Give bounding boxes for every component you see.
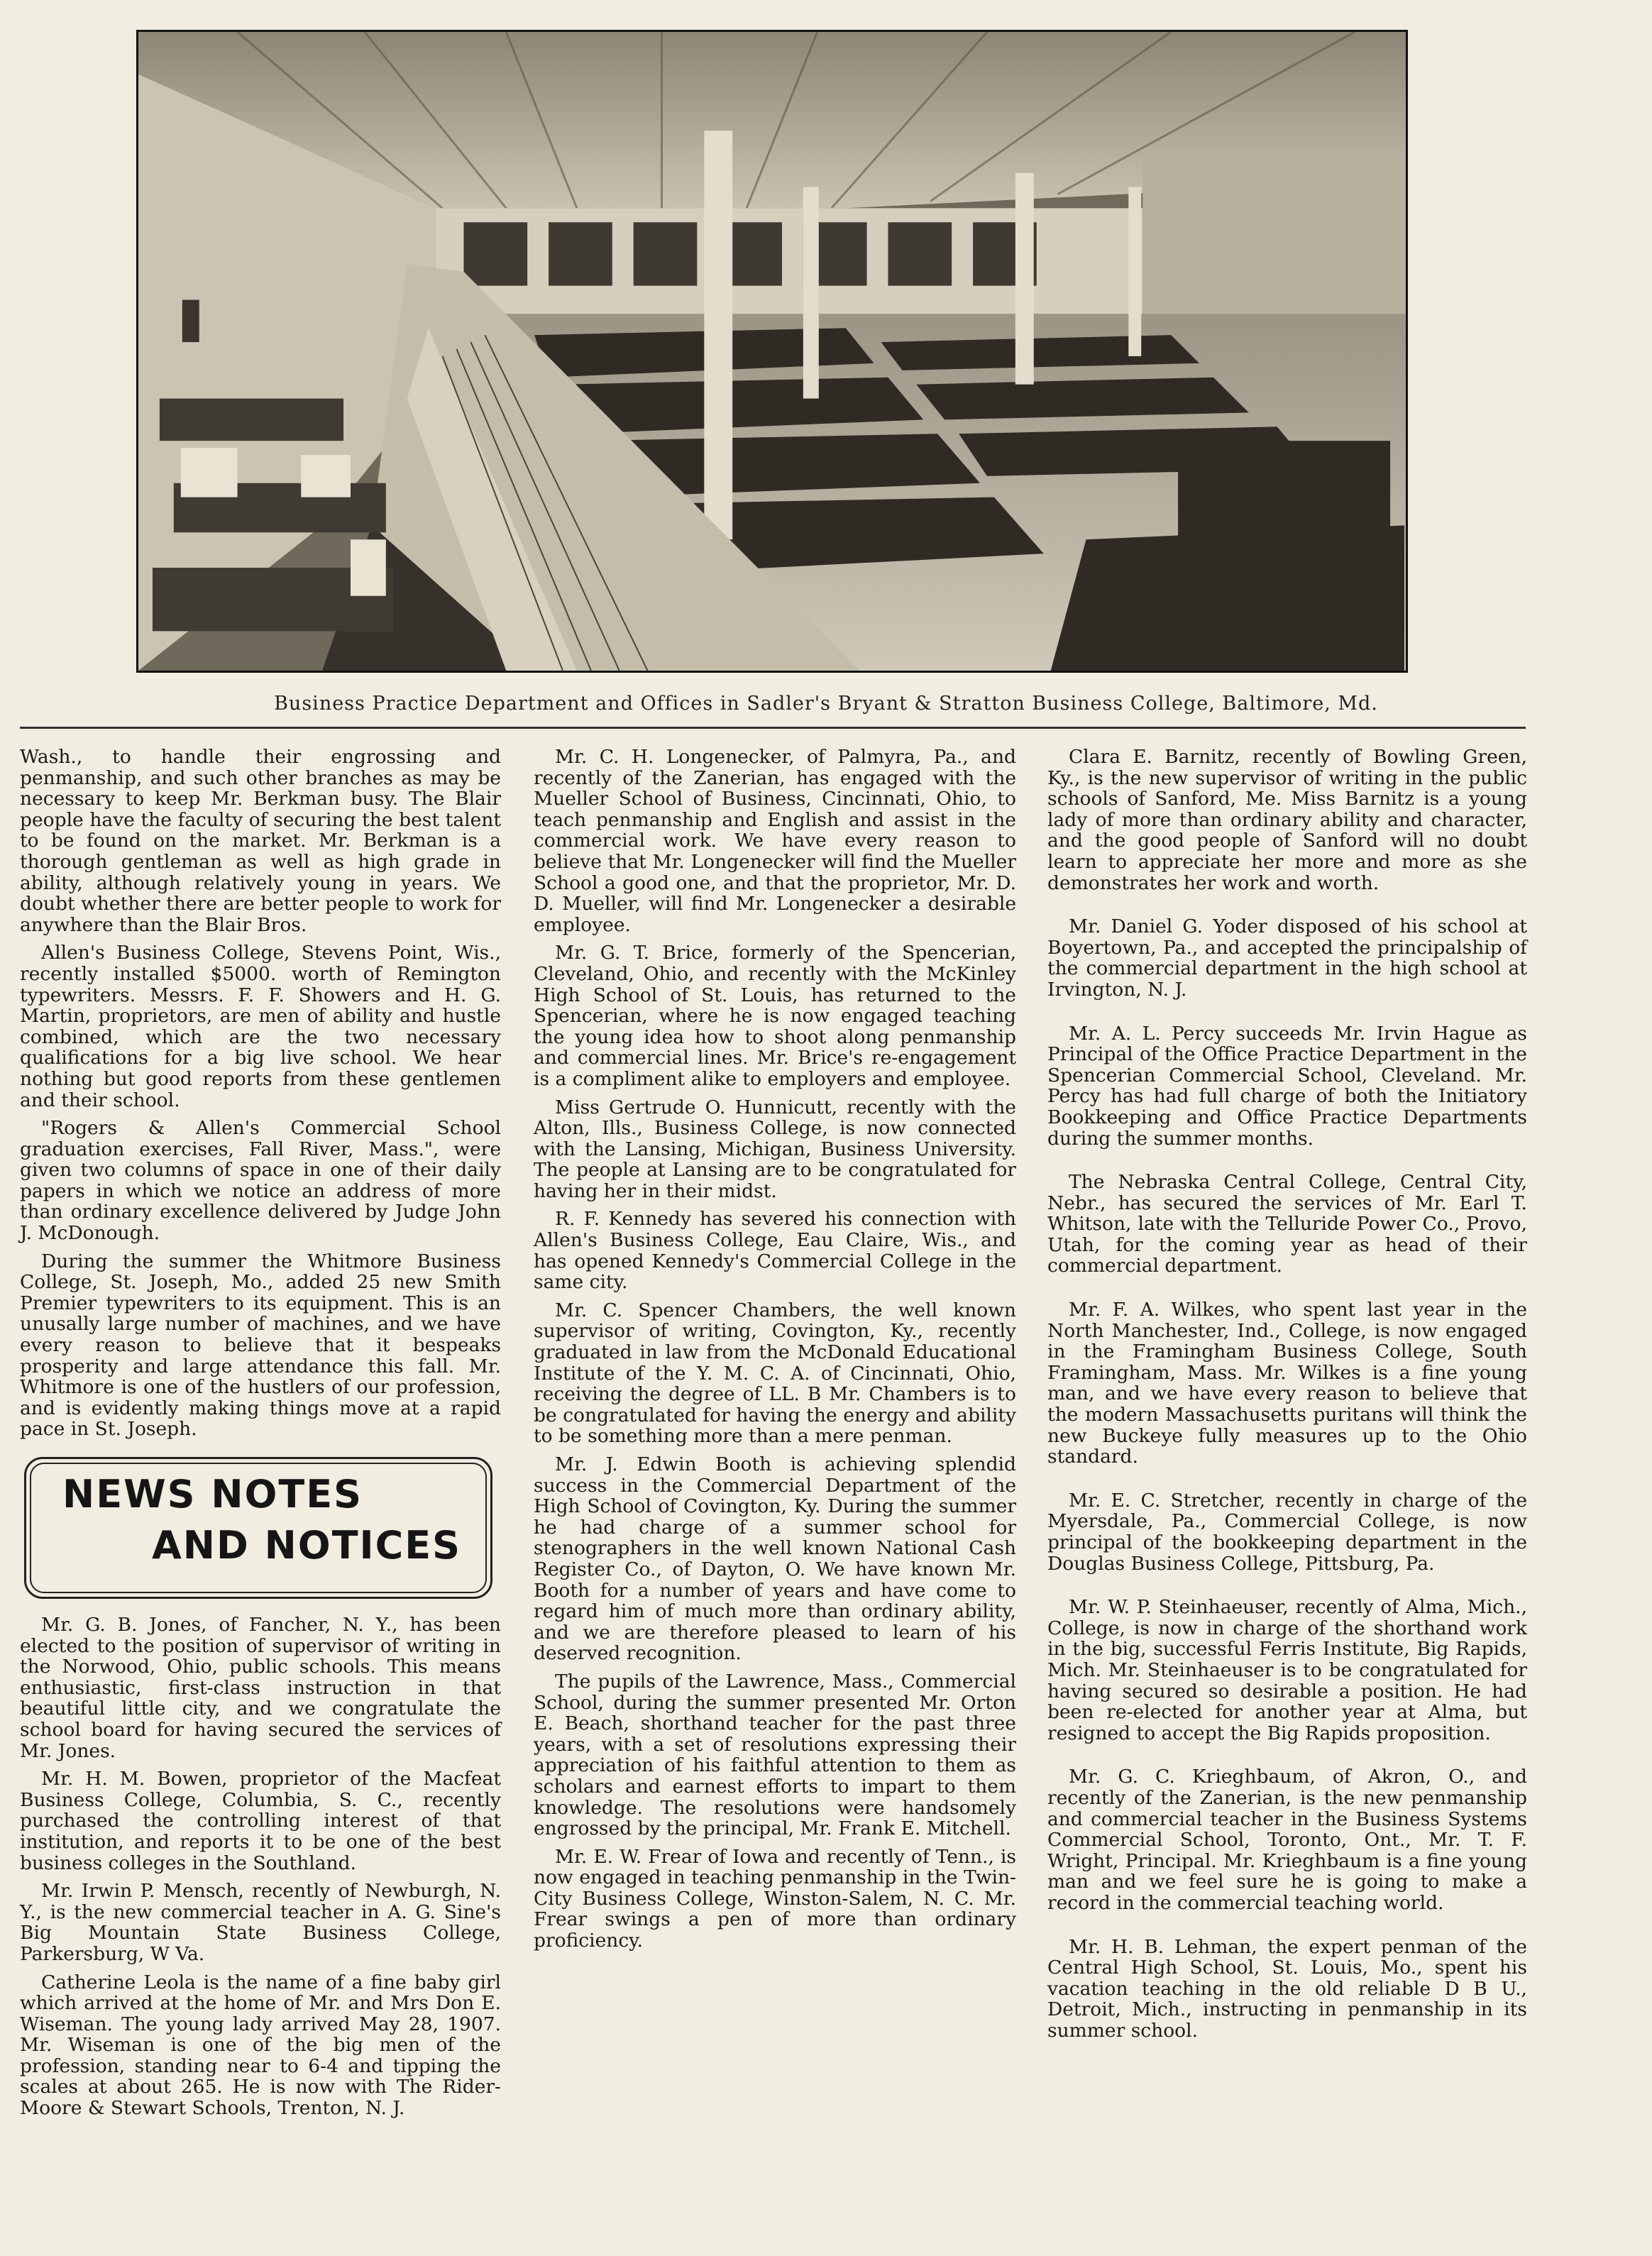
- paragraph: The Nebraska Central College, Central City, Nebr., has secured the services of Mr. Earl T. Whitson, late with the Telluride Power Co., Provo, Utah, for the coming year as head of their commercial department.: [1047, 1171, 1527, 1277]
- column-middle: [534, 747, 1016, 1959]
- paragraph: Wash., to handle their engrossing and penmanship, and such other branches as may be necessary to keep Mr. Berkman busy. The Blair people have the faculty of securing the best talent to be found on the market. Mr. Berkman is a thorough gentleman as well as high grade in ability, although relatively young in years. We doubt whether there are better people to work for anywhere than the Blair Bros.: [20, 746, 501, 936]
- banner-line-2: AND NOTICES: [152, 1523, 462, 1568]
- news-notes-banner: [24, 1457, 492, 1599]
- column-right: [1047, 747, 1527, 2048]
- paragraph: During the summer the Whitmore Business College, St. Joseph, Mo., added 25 new Smith Premier typewriters to its equipment. This is an unusally large number of machines, and we have every reason to believe that it bespeaks prosperity and large attendance this fall. Mr. Whitmore is one of the hustlers of our profession, and is evidently making things move at a rapid pace in St. Joseph.: [20, 1250, 501, 1441]
- paragraph: Mr. H. B. Lehman, the expert penman of the Central High School, St. Louis, Mo., spent his vacation teaching in the old reliable D B U., Detroit, Mich., instructing in penmanship in its summer school.: [1047, 1935, 1527, 2042]
- paragraph: Mr. A. L. Percy succeeds Mr. Irvin Hague as Principal of the Office Practice Department in the Spencerian Commercial School, Cleveland. Mr. Percy has had full charge of both the Initiatory Bookkeeping and Office Practice Departments during the summer months.: [1047, 1022, 1527, 1150]
- paragraph: Catherine Leola is the name of a fine baby girl which arrived at the home of Mr. and Mrs Don E. Wiseman. The young lady arrived May 28, 1907. Mr. Wiseman is one of the big men of the profession, standing near to 6-4 and tipping the scales at about 265. He is now with The Rider-Moore & Stewart Schools, Trenton, N. J.: [20, 1971, 501, 2120]
- paragraph: Mr. H. M. Bowen, proprietor of the Macfeat Business College, Columbia, S. C., recently purchased the controlling interest of that institution, and reports it to be one of the best business colleges in the Southland.: [20, 1768, 501, 1874]
- column-left: [20, 747, 501, 2126]
- paragraph: Mr. G. B. Jones, of Fancher, N. Y., has been elected to the position of supervisor of writing in the Norwood, Ohio, public schools. This means enthusiastic, first-class instruction in that beautiful little city, and we congratulate the school board for having secured the services of Mr. Jones.: [20, 1614, 501, 1762]
- classroom-photo-illustration: [138, 32, 1406, 671]
- paragraph: R. F. Kennedy has severed his connection with Allen's Business College, Eau Claire, Wis., and has opened Kennedy's Commercial College in the same city.: [534, 1208, 1016, 1294]
- paragraph: "Rogers & Allen's Commercial School graduation exercises, Fall River, Mass.", were given two columns of space in one of their daily papers in which we notice an address of more than ordinary excellence delivered by Judge John J. McDonough.: [20, 1117, 501, 1245]
- paragraph: Mr. G. T. Brice, formerly of the Spencerian, Cleveland, Ohio, and recently with the McKinley High School of St. Louis, has returned to the Spencerian, where he is now engaged teaching the young idea how to shoot along penmanship and commercial lines. Mr. Brice's re-engagement is a compliment alike to employers and employee.: [534, 942, 1016, 1090]
- paragraph: Mr. G. C. Krieghbaum, of Akron, O., and recently of the Zanerian, is the new penmanship and commercial teacher in the Business Systems Commercial School, Toronto, Ont., Mr. T. F. Wright, Principal. Mr. Krieghbaum is a fine young man and we feel sure he is going to make a record in the commercial teaching world.: [1047, 1766, 1527, 1914]
- paragraph: The pupils of the Lawrence, Mass., Commercial School, during the summer presented Mr. Orton E. Beach, shorthand teacher for the past three years, with a set of resolutions expressing their appreciation of his faithful attention to them as scholars and earnest efforts to impart to them knowledge. The resolutions were handsomely engrossed by the principal, Mr. Frank E. Mitchell.: [534, 1670, 1016, 1840]
- paragraph: Mr. J. Edwin Booth is achieving splendid success in the Commercial Department of the High School of Covington, Ky. During the summer he had charge of a summer school for stenographers in the well known National Cash Register Co., of Dayton, O. We have known Mr. Booth for a number of years and have come to regard him of much more than ordinary ability, and we are therefore pleased to learn of his deserved recognition.: [534, 1453, 1016, 1665]
- paragraph: Mr. F. A. Wilkes, who spent last year in the North Manchester, Ind., College, is now engaged in the Framingham Business College, South Framingham, Mass. Mr. Wilkes is a fine young man, and we have every reason to believe that the modern Massachusetts puritans will think the new Buckeye fully measures up to the Ohio standard.: [1047, 1299, 1527, 1468]
- paragraph: Mr. C. Spencer Chambers, the well known supervisor of writing, Covington, Ky., recently graduated in law from the McDonald Educational Institute of the Y. M. C. A. of Cincinnati, Ohio, receiving the degree of LL. B Mr. Chambers is to be congratulated for having the energy and ability to be something more than a mere penman.: [534, 1299, 1016, 1448]
- paragraph: Mr. Irwin P. Mensch, recently of Newburgh, N. Y., is the new commercial teacher in A. G. Sine's Big Mountain State Business College, Parkersburg, W Va.: [20, 1880, 501, 1965]
- paragraph: Miss Gertrude O. Hunnicutt, recently with the Alton, Ills., Business College, is now connected with the Lansing, Michigan, Business University. The people at Lansing are to be congratulated for having her in their midst.: [534, 1096, 1016, 1202]
- paragraph: Clara E. Barnitz, recently of Bowling Green, Ky., is the new supervisor of writing in the public schools of Sanford, Me. Miss Barnitz is a young lady of more than ordinary ability and character, and the good people of Sanford will no doubt learn to appreciate her more and more as she demonstrates her work and worth.: [1047, 746, 1527, 894]
- paragraph: Allen's Business College, Stevens Point, Wis., recently installed $5000. worth of Remington typewriters. Messrs. F. F. Showers and H. G. Martin, proprietors, are men of ability and hustle combined, which are the two necessary qualifications for a big live school. We hear nothing but good reports from these gentlemen and their school.: [20, 942, 501, 1111]
- paragraph: Mr. W. P. Steinhaeuser, recently of Alma, Mich., College, is now in charge of the shorthand work in the big, successful Ferris Institute, Big Rapids, Mich. Mr. Steinhaeuser is to be congratulated for having secured so desirable a position. He had been re-elected for another year at Alma, but resigned to accept the Big Rapids proposition.: [1047, 1596, 1527, 1744]
- paragraph: Mr. E. W. Frear of Iowa and recently of Tenn., is now engaged in teaching penmanship in the Twin-City Business College, Winston-Salem, N. C. Mr. Frear swings a pen of more than ordinary proficiency.: [534, 1845, 1016, 1952]
- section-divider: [20, 727, 1526, 729]
- paragraph: Mr. Daniel G. Yoder disposed of his school at Boyertown, Pa., and accepted the principalship of the commercial department in the high school at Irvington, N. J.: [1047, 915, 1527, 1001]
- classroom-photograph: [136, 30, 1408, 673]
- paragraph: Mr. E. C. Stretcher, recently in charge of the Myersdale, Pa., Commercial College, is now principal of the bookkeeping department in the Douglas Business College, Pittsburg, Pa.: [1047, 1489, 1527, 1575]
- paragraph: Mr. C. H. Longenecker, of Palmyra, Pa., and recently of the Zanerian, has engaged with the Mueller School of Business, Cincinnati, Ohio, to teach penmanship and English and assist in the commercial work. We have every reason to believe that Mr. Longenecker will find the Mueller School a good one, and that the proprietor, Mr. D. D. Mueller, will find Mr. Longenecker a desirable employee.: [534, 746, 1016, 936]
- figure-caption: Business Practice Department and Offices in Sadler's Bryant & Stratton Business College, Baltimore, Md.: [274, 693, 1378, 715]
- banner-line-1: NEWS NOTES: [62, 1472, 363, 1517]
